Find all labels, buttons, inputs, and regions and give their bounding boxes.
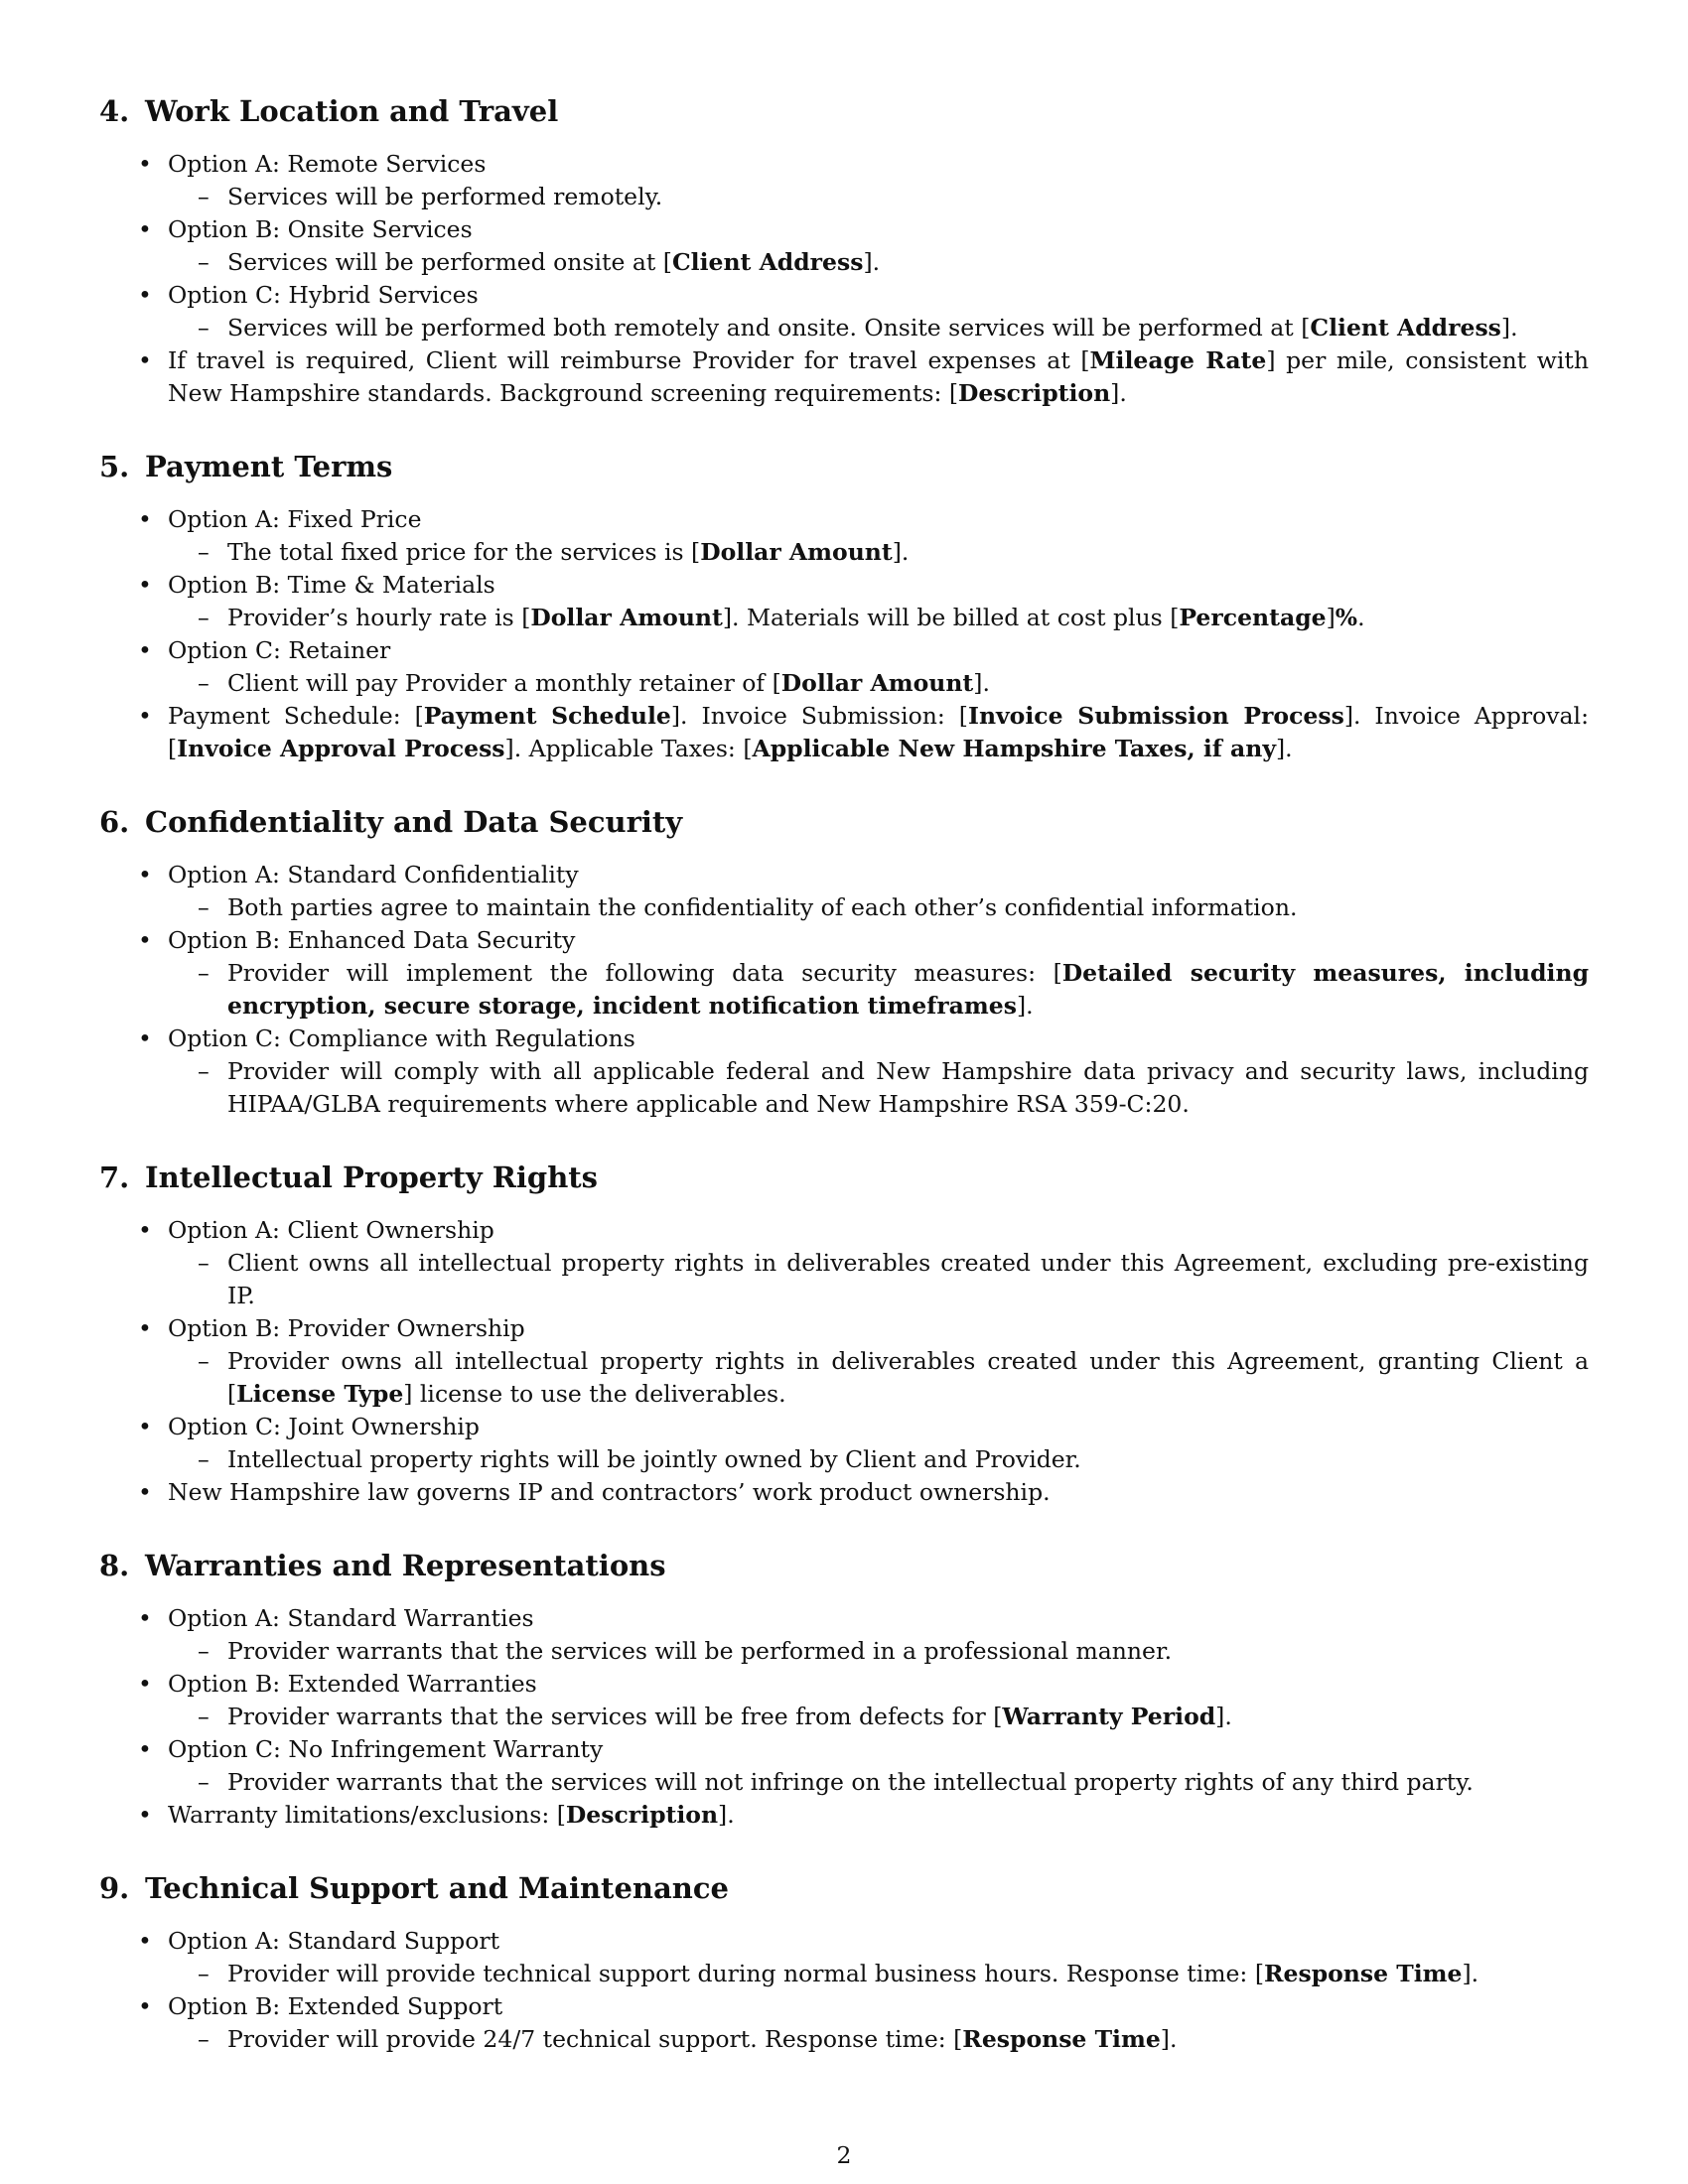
section-title: Intellectual Property Rights: [145, 1160, 598, 1194]
placeholder-field: Detailed security measures, including encryption, secure storage, incident notification timeframes: [227, 959, 1590, 1020]
bullet-list: [99, 859, 1589, 1121]
placeholder-field: Client Address: [671, 248, 864, 276]
section-heading: [99, 447, 1589, 486]
text-run: .: [1357, 604, 1365, 631]
text-run: ]. Invoice Approval: [: [168, 702, 1589, 762]
text-run: Option B: Provider Ownership: [168, 1314, 525, 1342]
sub-list-item: [168, 667, 1589, 700]
list-item: [99, 700, 1589, 765]
sub-list-item: [168, 1958, 1589, 1990]
list-item: [99, 1668, 1589, 1733]
sub-list: [168, 1701, 1589, 1733]
section-title: Warranties and Representations: [145, 1549, 666, 1582]
text-run: Option B: Onsite Services: [168, 215, 473, 243]
text-run: Client will pay Provider a monthly retainer of [: [227, 669, 781, 697]
sub-list: [168, 181, 1589, 213]
sub-list-item: [168, 2023, 1589, 2056]
sub-list: [168, 1055, 1589, 1121]
section: [99, 1546, 1589, 1832]
text-run: ].: [892, 538, 910, 566]
bullet-list: [99, 148, 1589, 410]
sub-list-item: [168, 1701, 1589, 1733]
list-item: [99, 1990, 1589, 2056]
text-run: Option C: No Infringement Warranty: [168, 1735, 604, 1763]
placeholder-field: Dollar Amount: [530, 604, 723, 631]
section: [99, 1868, 1589, 2056]
text-run: Option A: Remote Services: [168, 150, 487, 178]
sub-list-item: [168, 312, 1589, 344]
sub-list: [168, 536, 1589, 569]
sub-list-item: [168, 181, 1589, 213]
text-run: Client owns all intellectual property rights in deliverables created under this Agreement, excluding pre-existing IP.: [227, 1249, 1589, 1309]
sub-list: [168, 1443, 1589, 1476]
section-number: 8.: [99, 1549, 130, 1582]
text-run: Provider owns all intellectual property rights in deliverables created under this Agreement, granting Client a [: [227, 1347, 1589, 1408]
section-heading: [99, 1868, 1589, 1908]
text-run: Provider will provide 24/7 technical support. Response time: [: [227, 2025, 963, 2053]
text-run: Provider will provide technical support during normal business hours. Response time: [: [227, 1960, 1264, 1987]
sub-list: [168, 891, 1589, 924]
section: [99, 1158, 1589, 1509]
text-run: Option C: Compliance with Regulations: [168, 1024, 635, 1052]
text-run: ]. Materials will be billed at cost plus [: [722, 604, 1180, 631]
sub-list-item: [168, 602, 1589, 634]
section-title: Technical Support and Maintenance: [145, 1871, 729, 1905]
text-run: Both parties agree to maintain the confidentiality of each other’s confidential information.: [227, 893, 1298, 921]
sub-list: [168, 312, 1589, 344]
list-item: [99, 1602, 1589, 1668]
sub-list-item: [168, 1247, 1589, 1312]
list-item: [99, 213, 1589, 279]
text-run: Option C: Hybrid Services: [168, 281, 479, 309]
text-run: ].: [973, 669, 990, 697]
sub-list: [168, 602, 1589, 634]
list-item: [99, 344, 1589, 410]
text-run: ].: [1462, 1960, 1479, 1987]
section-title: Confidentiality and Data Security: [145, 805, 683, 839]
sub-list-item: [168, 1345, 1589, 1411]
text-run: Option B: Extended Support: [168, 1992, 503, 2020]
list-item: [99, 1733, 1589, 1799]
section-heading: [99, 1546, 1589, 1585]
placeholder-field: Invoice Submission Process: [967, 702, 1344, 730]
text-run: Payment Schedule: [: [168, 702, 424, 730]
list-item: [99, 1023, 1589, 1121]
sub-list-item: [168, 1055, 1589, 1121]
section: [99, 447, 1589, 765]
section-number: 5.: [99, 450, 130, 483]
text-run: Option A: Fixed Price: [168, 505, 422, 533]
placeholder-field: Mileage Rate: [1089, 346, 1267, 374]
sub-list-item: [168, 1443, 1589, 1476]
text-run: Option B: Time & Materials: [168, 571, 495, 599]
list-item: [99, 634, 1589, 700]
placeholder-field: Description: [958, 379, 1111, 407]
placeholder-field: Response Time: [1263, 1960, 1463, 1987]
text-run: Provider warrants that the services will be free from defects for [: [227, 1703, 1003, 1730]
sub-list-item: [168, 957, 1589, 1023]
text-run: ].: [1160, 2025, 1178, 2053]
text-run: If travel is required, Client will reimburse Provider for travel expenses at [: [168, 346, 1090, 374]
text-run: ] per mile, consistent with New Hampshire standards. Background screening requirements: [: [168, 346, 1589, 407]
section-title: Payment Terms: [145, 450, 393, 483]
text-run: Provider’s hourly rate is [: [227, 604, 531, 631]
section-number: 9.: [99, 1871, 130, 1905]
sub-list: [168, 1345, 1589, 1411]
bullet-list: [99, 1214, 1589, 1509]
text-run: ]. Applicable Taxes: [: [504, 735, 753, 762]
text-run: Option A: Standard Warranties: [168, 1604, 534, 1632]
placeholder-field: Description: [565, 1801, 719, 1829]
text-run: ].: [1500, 314, 1518, 341]
sub-list: [168, 1247, 1589, 1312]
text-run: Option B: Extended Warranties: [168, 1670, 537, 1698]
text-run: ].: [863, 248, 881, 276]
section: [99, 802, 1589, 1121]
text-run: ]. Invoice Submission: [: [670, 702, 968, 730]
text-run: New Hampshire law governs IP and contractors’ work product ownership.: [168, 1478, 1051, 1506]
placeholder-field: License Type: [236, 1380, 404, 1408]
text-run: Services will be performed remotely.: [227, 183, 663, 210]
bullet-list: [99, 503, 1589, 765]
placeholder-field: Client Address: [1310, 314, 1501, 341]
placeholder-field: Applicable New Hampshire Taxes, if any: [752, 735, 1277, 762]
document-body: [99, 91, 1589, 2093]
text-run: Warranty limitations/exclusions: [: [168, 1801, 566, 1829]
text-run: Services will be performed onsite at [: [227, 248, 672, 276]
list-item: [99, 924, 1589, 1023]
text-run: The total fixed price for the services is [: [227, 538, 701, 566]
text-run: Provider warrants that the services will be performed in a professional manner.: [227, 1637, 1173, 1665]
text-run: Option A: Standard Support: [168, 1927, 500, 1955]
section: [99, 91, 1589, 410]
text-run: ].: [718, 1801, 735, 1829]
sub-list-item: [168, 1635, 1589, 1668]
list-item: [99, 503, 1589, 569]
section-title: Work Location and Travel: [145, 94, 559, 128]
page-number: 2: [836, 2141, 852, 2169]
text-run: Provider will implement the following data security measures: [: [227, 959, 1062, 987]
sub-list-item: [168, 246, 1589, 279]
text-run: ].: [1016, 992, 1034, 1020]
sub-list-item: [168, 536, 1589, 569]
text-run: ]: [1326, 604, 1336, 631]
list-item: [99, 569, 1589, 634]
text-run: ].: [1110, 379, 1127, 407]
sub-list: [168, 246, 1589, 279]
list-item: [99, 148, 1589, 213]
section-number: 6.: [99, 805, 130, 839]
placeholder-field: Response Time: [962, 2025, 1161, 2053]
sub-list: [168, 957, 1589, 1023]
sub-list-item: [168, 1766, 1589, 1799]
list-item: [99, 1799, 1589, 1832]
text-run: ].: [1276, 735, 1293, 762]
text-run: Provider warrants that the services will not infringe on the intellectual property rights of any third party.: [227, 1768, 1474, 1796]
placeholder-field: %: [1335, 604, 1358, 631]
sub-list: [168, 1958, 1589, 1990]
list-item: [99, 1476, 1589, 1509]
placeholder-field: Percentage: [1179, 604, 1327, 631]
placeholder-field: Invoice Approval Process: [177, 735, 505, 762]
placeholder-field: Payment Schedule: [423, 702, 671, 730]
bullet-list: [99, 1602, 1589, 1832]
text-run: Services will be performed both remotely and onsite. Onsite services will be performed at [: [227, 314, 1311, 341]
list-item: [99, 1411, 1589, 1476]
list-item: [99, 1214, 1589, 1312]
text-run: Option C: Joint Ownership: [168, 1413, 480, 1440]
text-run: Intellectual property rights will be jointly owned by Client and Provider.: [227, 1445, 1081, 1473]
section-heading: [99, 1158, 1589, 1197]
list-item: [99, 1312, 1589, 1411]
section-number: 7.: [99, 1160, 130, 1194]
list-item: [99, 859, 1589, 924]
placeholder-field: Dollar Amount: [700, 538, 893, 566]
text-run: Option C: Retainer: [168, 636, 391, 664]
placeholder-field: Warranty Period: [1002, 1703, 1216, 1730]
sub-list: [168, 2023, 1589, 2056]
section-number: 4.: [99, 94, 130, 128]
sub-list: [168, 1766, 1589, 1799]
sub-list-item: [168, 891, 1589, 924]
text-run: Provider will comply with all applicable federal and New Hampshire data privacy and security laws, including HIPAA/GLBA requirements where applicable and New Hampshire RSA 359-C:20.: [227, 1057, 1589, 1118]
list-item: [99, 279, 1589, 344]
bullet-list: [99, 1925, 1589, 2056]
text-run: ] license to use the deliverables.: [403, 1380, 786, 1408]
text-run: Option A: Standard Confidentiality: [168, 861, 579, 888]
text-run: Option B: Enhanced Data Security: [168, 926, 576, 954]
text-run: Option A: Client Ownership: [168, 1216, 494, 1244]
list-item: [99, 1925, 1589, 1990]
text-run: ].: [1215, 1703, 1232, 1730]
section-heading: [99, 802, 1589, 842]
sub-list: [168, 1635, 1589, 1668]
section-heading: [99, 91, 1589, 131]
sub-list: [168, 667, 1589, 700]
placeholder-field: Dollar Amount: [780, 669, 974, 697]
